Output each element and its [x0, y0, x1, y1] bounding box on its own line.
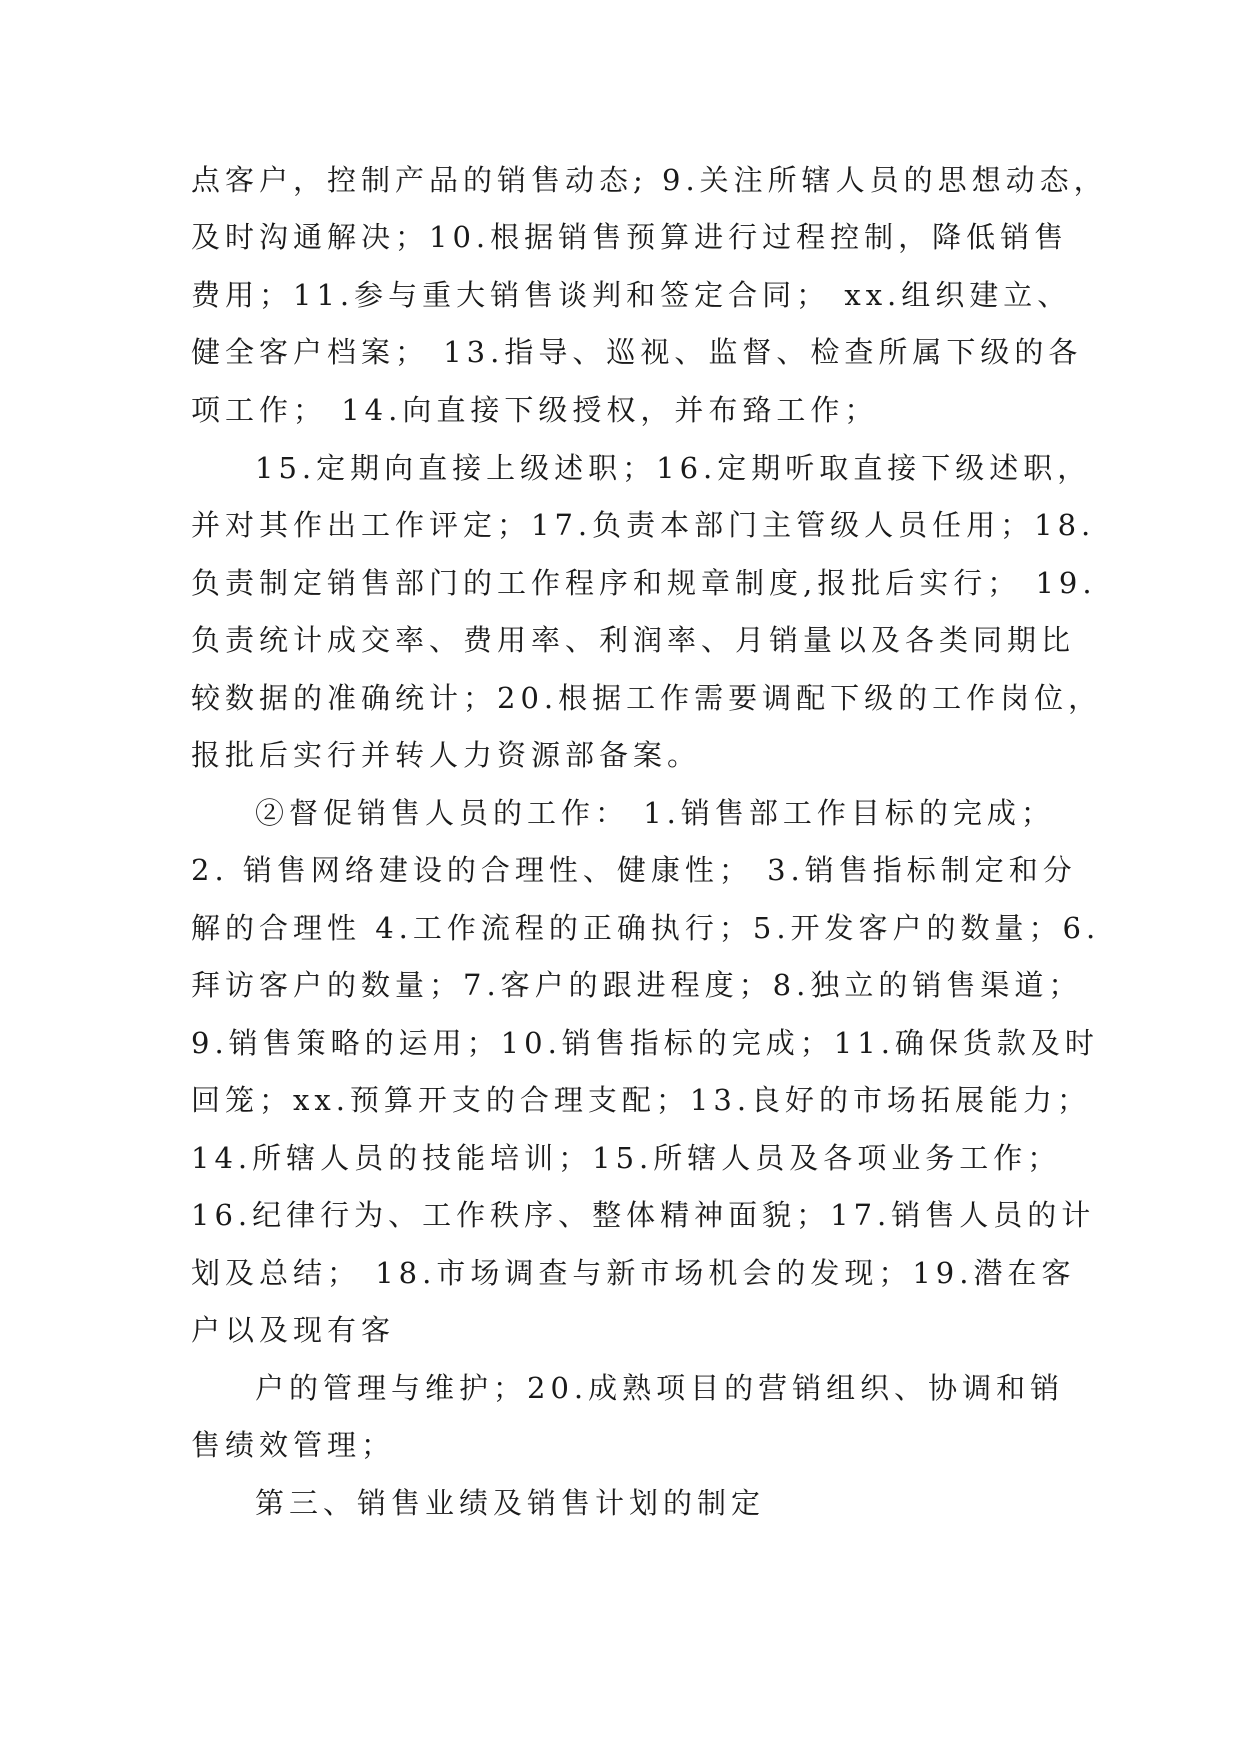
paragraph-start-line: 户的管理与维护；20.成熟项目的营销组织、协调和销 — [255, 1371, 1065, 1405]
text-line: 解的合理性 4.工作流程的正确执行；5.开发客户的数量；6. — [191, 911, 1101, 945]
text-line: 划及总结； 18.市场调查与新市场机会的发现；19.潜在客 — [191, 1256, 1076, 1290]
text-line: 2. 销售网络建设的合理性、健康性； 3.销售指标制定和分 — [191, 853, 1077, 887]
text-line: 健全客户档案； 13.指导、巡视、监督、检查所属下级的各 — [191, 335, 1083, 369]
text-line: 较数据的准确统计；20.根据工作需要调配下级的工作岗位， — [191, 681, 1103, 715]
text-line: 报批后实行并转人力资源部备案。 — [191, 738, 702, 772]
text-line: 负责统计成交率、费用率、利润率、月销量以及各类同期比 — [191, 623, 1076, 657]
text-line: 14.所辖人员的技能培训；15.所辖人员及各项业务工作； — [191, 1141, 1062, 1175]
text-line: 拜访客户的数量；7.客户的跟进程度；8.独立的销售渠道； — [191, 968, 1083, 1002]
text-line: 售绩效管理； — [191, 1428, 396, 1462]
paragraph-start-line: ②督促销售人员的工作： 1.销售部工作目标的完成； — [255, 796, 1055, 830]
text-line: 回笼；xx.预算开支的合理支配；13.良好的市场拓展能力； — [191, 1083, 1092, 1117]
text-line: 户以及现有客 — [191, 1313, 396, 1347]
text-line: 9.销售策略的运用；10.销售指标的完成；11.确保货款及时 — [191, 1026, 1099, 1060]
text-line: 并对其作出工作评定；17.负责本部门主管级人员任用；18. — [191, 508, 1096, 542]
paragraph-start-line: 15.定期向直接上级述职；16.定期听取直接下级述职， — [255, 451, 1092, 485]
text-line: 项工作； 14.向直接下级授权，并布臵工作； — [191, 393, 879, 427]
text-line: 及时沟通解决；10.根据销售预算进行过程控制，降低销售 — [191, 220, 1069, 254]
text-line: 16.纪律行为、工作秩序、整体精神面貌；17.销售人员的计 — [191, 1198, 1096, 1232]
section-heading: 第三、销售业绩及销售计划的制定 — [255, 1486, 766, 1520]
text-line: 费用；11.参与重大销售谈判和签定合同； xx.组织建立、 — [191, 278, 1072, 312]
text-line: 点客户，控制产品的销售动态; 9.关注所辖人员的思想动态， — [191, 163, 1108, 197]
text-line: 负责制定销售部门的工作程序和规章制度,报批后实行； 19. — [191, 566, 1097, 600]
